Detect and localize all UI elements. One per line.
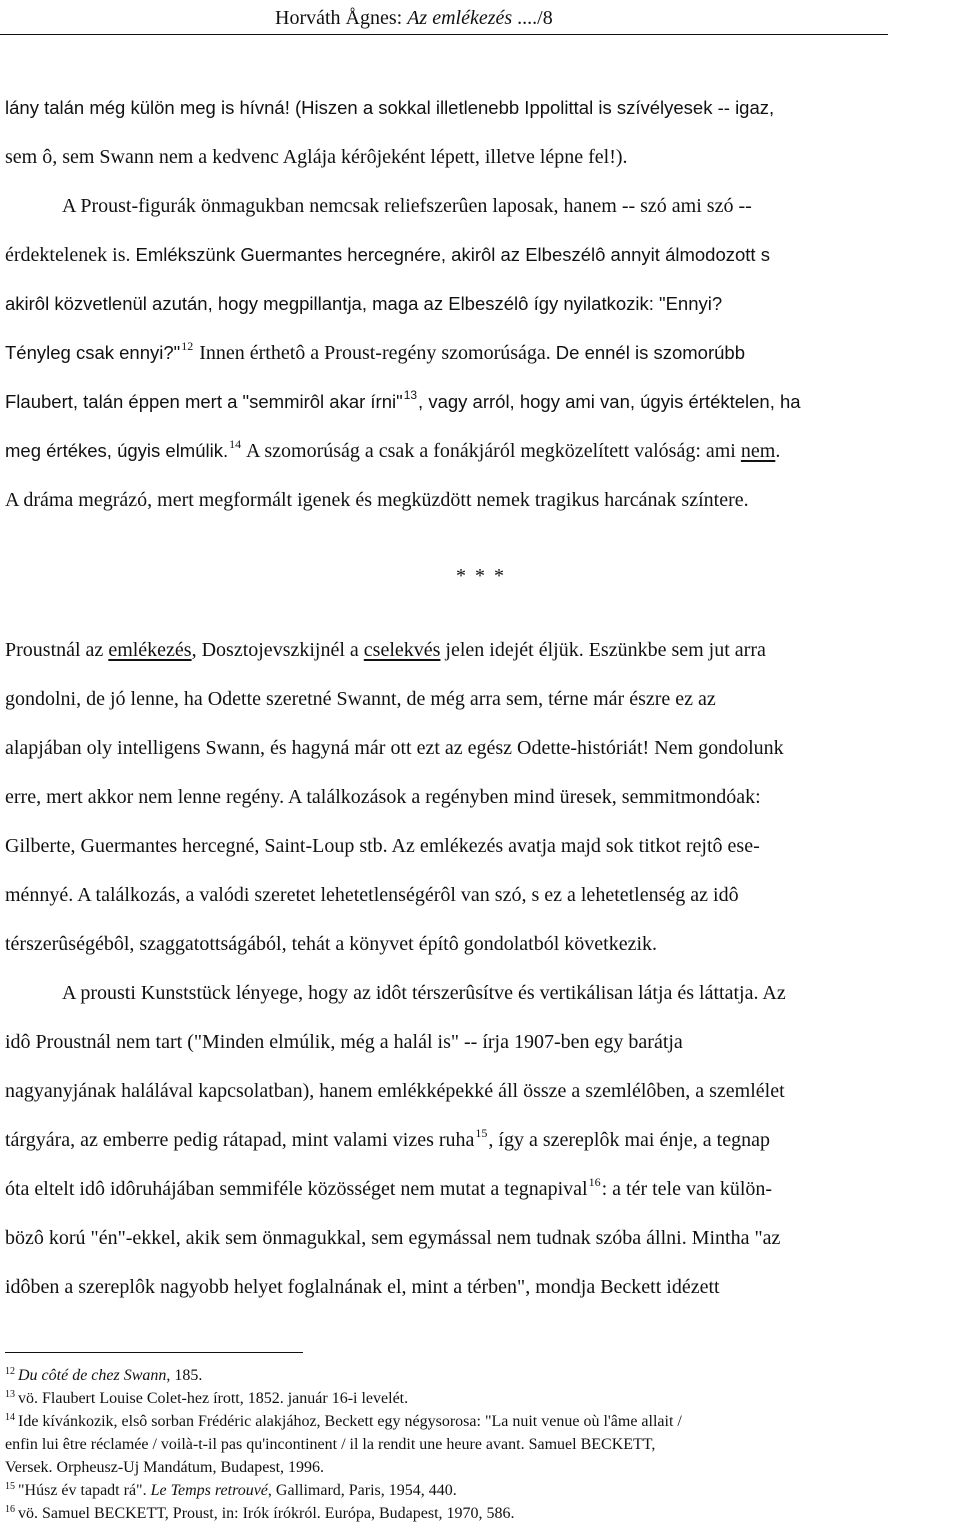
text-span: gondolni, de jó lenne, ha Odette szeretné Swannt, de még arra sem, térne már észre ez az [5,688,716,710]
text-span: idôben a szereplôk nagyobb helyet foglalnának el, mint a térben", mondja Beckett idézett [5,1276,720,1298]
text-span: érdektelenek is. [5,244,136,266]
text-span: cselekvés [363,639,441,661]
text-span: : a tér tele van külön- [601,1178,773,1200]
footnote-14-cont [5,1458,324,1478]
text-span: ménnyé. A találkozás, a valódi szeretet lehetetlenségérôl van szó, s ez a lehetetlenség az idô [5,884,739,906]
text-span: , Gallimard, Paris, 1954, 440. [267,1482,457,1499]
body-line [5,389,801,417]
body-line [5,1078,785,1104]
body-line [5,1127,770,1155]
body-line [5,931,657,957]
text-span: A szomorúság a csak a fonákjáról megközelített valóság: ami [242,440,741,462]
body-line [5,144,628,170]
text-span: Emlékszünk Guermantes hercegnére, akirôl az Elbeszélô annyit álmodozott s [135,244,770,265]
text-span: , vagy arról, hogy ami van, úgyis értéktelen, ha [418,391,801,412]
text-span: sem ô, sem Swann nem a kedvenc Aglája kérôjeként lépett, illetve lépne fel!). [5,146,628,168]
text-span: , Dosztojevszkijnél a [191,639,364,661]
text-span: akirôl közvetlenül azután, hogy megpillantja, maga az Elbeszélô így nyilatkozik: "Ennyi? [5,293,723,314]
header-author: Horváth Ågnes: [275,7,408,29]
body-line [5,784,761,810]
footnote-15 [5,1481,457,1503]
text-span: nem [740,440,776,462]
text-span: jelen idejét éljük. [440,639,589,661]
body-line [62,193,752,219]
body-line [5,833,760,859]
text-span: , így a szereplôk mai énje, a tegnap [488,1129,770,1151]
body-line [5,1225,780,1251]
body-line [5,340,745,368]
text-span: alapjában oly intelligens Swann, és hagyná már ott ezt az egész Odette-históriát! Nem gondolunk [5,737,784,759]
text-span: Versek. Orpheusz-Uj Mandátum, Budapest, 1996. [5,1459,325,1476]
text-span: Gilberte, Guermantes hercegné, Saint-Loup stb. Az emlékezés avatja majd sok titkot rejtô ese- [5,835,760,857]
text-span: A dráma megrázó, mert megformált igenek és megküzdött nemek tragikus harcának színtere. [5,489,749,511]
text-span: enfin lui être réclamée / voilà-t-il pas qu'incontinent / il la rendit une heure avant. Samuel BECKETT, [5,1436,656,1453]
footnote-16 [5,1504,515,1526]
header-page-number: ..../8 [512,7,553,29]
body-line [5,735,784,761]
header-rule [0,34,888,35]
footnote-ref: 12 [181,339,194,353]
text-span: De ennél is szomorúbb [555,342,745,363]
body-line [5,882,739,908]
text-span: Le Temps retrouvé [150,1482,268,1499]
body-line [5,438,780,466]
footnote-ref: 13 [5,1389,15,1400]
text-span: Tényleg csak ennyi?" [5,342,181,363]
text-span: meg értékes, úgyis elmúlik. [5,440,229,461]
footnote-ref: 12 [5,1366,15,1377]
text-span: Proustnál az [5,639,109,661]
footnote-12 [5,1366,202,1388]
footnote-ref: 15 [475,1126,488,1140]
footnote-ref: 14 [229,437,242,451]
text-span: bözô korú "én"-ekkel, akik sem önmagukkal, sem egymással nem tudnak szóba állni. Mintha "az [5,1227,781,1249]
footnote-14-cont [5,1435,655,1455]
text-span: idô Proustnál nem tart ("Minden elmúlik, még a halál is" -- írja 1907-ben egy barátja [5,1031,683,1053]
footnote-rule [5,1352,303,1353]
body-line [5,487,749,513]
text-span: tárgyára, az emberre pedig rátapad, mint valami vizes ruha [5,1129,475,1151]
body-line [5,1274,720,1300]
text-span: Eszünkbe sem jut arra [588,639,766,661]
body-line [5,242,770,268]
body-line [5,637,766,663]
body-line [5,291,722,317]
body-line [5,686,716,712]
text-span: vö. Samuel BECKETT, Proust, in: Irók írókról. Európa, Budapest, 1970, 586. [18,1505,515,1522]
footnote-13 [5,1389,408,1411]
footnote-ref: 16 [588,1175,601,1189]
footnote-ref: 16 [5,1504,15,1515]
footnote-ref: 13 [403,388,418,402]
body-line [5,1029,683,1055]
text-span: "Húsz év tapadt rá". [18,1482,151,1499]
text-span: Innen érthetô a Proust-regény szomorúsága. [194,342,556,364]
text-span: vö. Flaubert Louise Colet-hez írott, 1852. január 16-i levelét. [18,1390,409,1407]
text-span: Flaubert, talán éppen mert a "semmirôl akar írni" [5,391,403,412]
footnote-ref: 14 [5,1412,15,1423]
text-span: térszerûségébôl, szaggatottságából, tehát a könyvet építô gondolatból következik. [5,933,658,955]
body-line [5,1176,772,1204]
text-span: emlékezés [108,639,192,661]
text-span: lány talán még külön meg is hívná! (Hiszen a sokkal illetlenebb Ippolittal is szívélyesek -- igaz, [5,97,775,118]
section-divider: * * * [456,565,504,587]
body-line [62,980,786,1006]
footnote-ref: 15 [5,1481,15,1492]
text-span: . [775,440,781,462]
body-line [5,95,774,121]
page-header [275,4,553,32]
text-span: A Proust-figurák önmagukban nemcsak reliefszerûen laposak, hanem -- szó ami szó -- [62,195,752,217]
text-span: óta eltelt idô idôruhájában semmiféle közösséget nem mutat a tegnapival [5,1178,588,1200]
footnote-14 [5,1412,682,1434]
text-span: , 185. [166,1367,203,1384]
text-span: A prousti Kunststück lényege, hogy az idôt térszerûsítve és vertikálisan látja és láttatja. Az [62,982,786,1004]
text-span: Ide kívánkozik, elsô sorban Frédéric alakjához, Beckett egy négysorosa: "La nuit venue où l'âme allait / [18,1413,682,1430]
header-title: Az emlékezés [407,7,513,29]
text-span: erre, mert akkor nem lenne regény. A találkozások a regényben mind üresek, semmitmondóak: [5,786,761,808]
text-span: nagyanyjának halálával kapcsolatban), hanem emlékképekké áll össze a szemlélôben, a szemlélet [5,1080,785,1102]
text-span: Du côté de chez Swann [18,1367,167,1384]
